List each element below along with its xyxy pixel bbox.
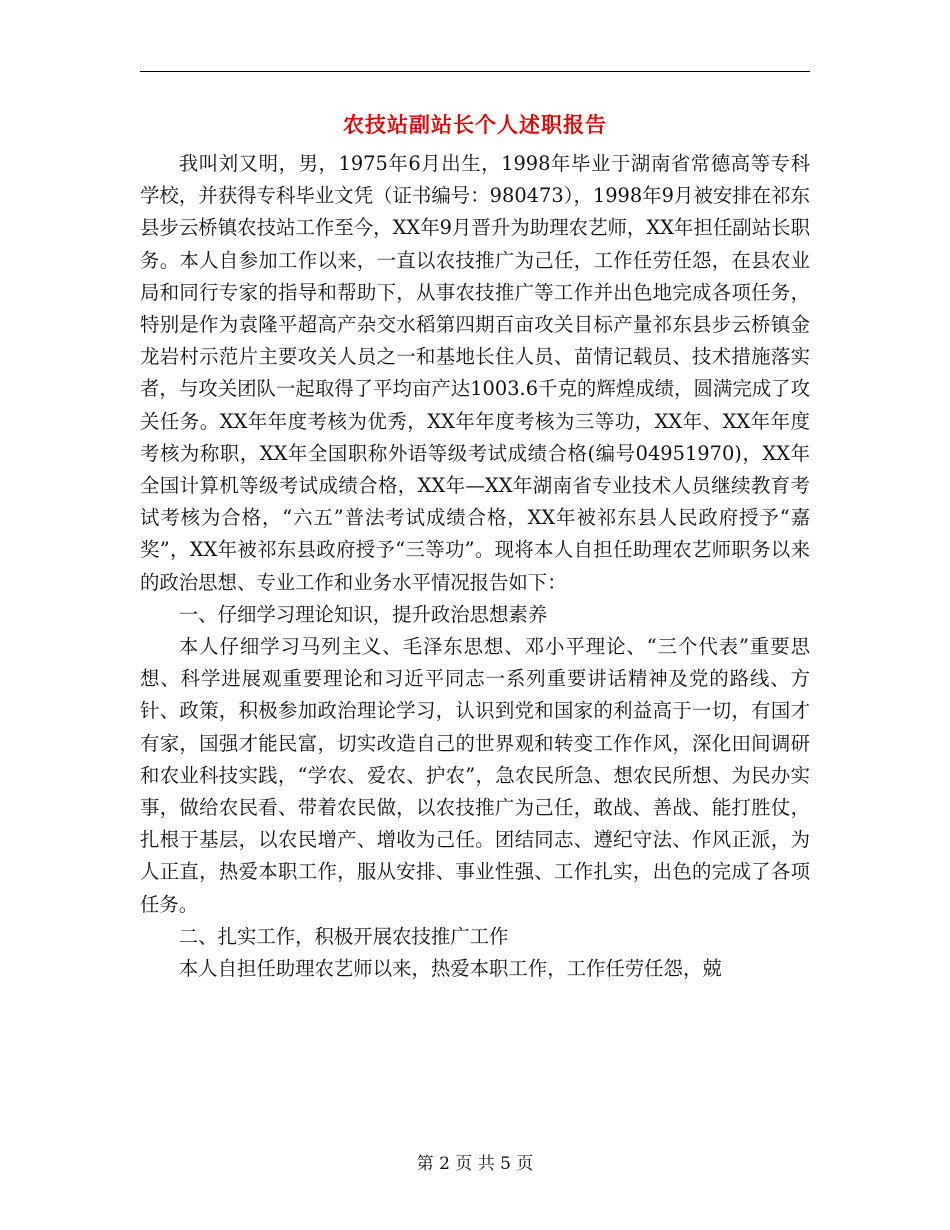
document-body bbox=[140, 148, 810, 985]
paragraph-section-2: 本人自担任助理农艺师以来，热爱本职工作，工作任劳任怨，兢 bbox=[178, 957, 722, 981]
paragraph-section-1: 本人仔细学习马列主义、毛泽东思想、邓小平理论、“三个代表”重要思想、科学进展观重要理论和习近平同志一系列重要讲话精神及党的路线、方针、政策，积极参加政治理论学习，认识到党和国家的利益高于一切，有国才有家，国强才能民富，切实改造自己的世界观和转变工作作风，深化田间调研和农业科技实践，“学农、爱农、护农”，急农民所急、想农民所想、为民办实事，做给农民看、带着农民做，以农技推广为己任，敢战、善战、能打胜仗，扎根于基层，以农民增产、增收为己任。团结同志、遵纪守法、作风正派，为人正直，热爱本职工作，服从安排、事业性强、工作扎实，出色的完成了各项任务。 bbox=[140, 635, 810, 916]
header-rule bbox=[140, 71, 810, 72]
paragraph-intro: 我叫刘又明，男，1975年6月出生，1998年毕业于湖南省常德高等专科学校，并获得专科毕业文凭（证书编号：980473），1998年9月被安排在祁东县步云桥镇农技站工作至今，XX年9月晋升为助理农艺师，XX年担任副站长职务。本人自参加工作以来，一直以农技推广为己任，工作任劳任怨，在县农业局和同行专家的指导和帮助下，从事农技推广等工作并出色地完成各项任务，特别是作为袁隆平超高产杂交水稻第四期百亩攻关目标产量祁东县步云桥镇金龙岩村示范片主要攻关人员之一和基地长住人员、苗情记载员、技术措施落实者，与攻关团队一起取得了平均亩产达1003.6千克的辉煌成绩，圆满完成了攻关任务。XX年年度考核为优秀，XX年年度考核为三等功，XX年、XX年年度考核为称职，XX年全国职称外语等级考试成绩合格(编号04951970)，XX年全国计算机等级考试成绩合格，XX年—XX年湖南省专业技术人员继续教育考试考核为合格，“六五”普法考试成绩合格，XX年被祁东县人民政府授予“嘉奖”，XX年被祁东县政府授予“三等功”。现将本人自担任助理农艺师职务以来的政治思想、专业工作和业务水平情况报告如下： bbox=[140, 152, 810, 594]
page-number-footer: 第 2 页 共 5 页 bbox=[416, 1154, 534, 1174]
section-heading-2: 二、扎实工作，积极开展农技推广工作 bbox=[178, 924, 509, 948]
section-heading-1: 一、仔细学习理论知识，提升政治思想素养 bbox=[178, 602, 548, 626]
document-title: 农技站副站长个人述职报告 bbox=[343, 112, 607, 137]
